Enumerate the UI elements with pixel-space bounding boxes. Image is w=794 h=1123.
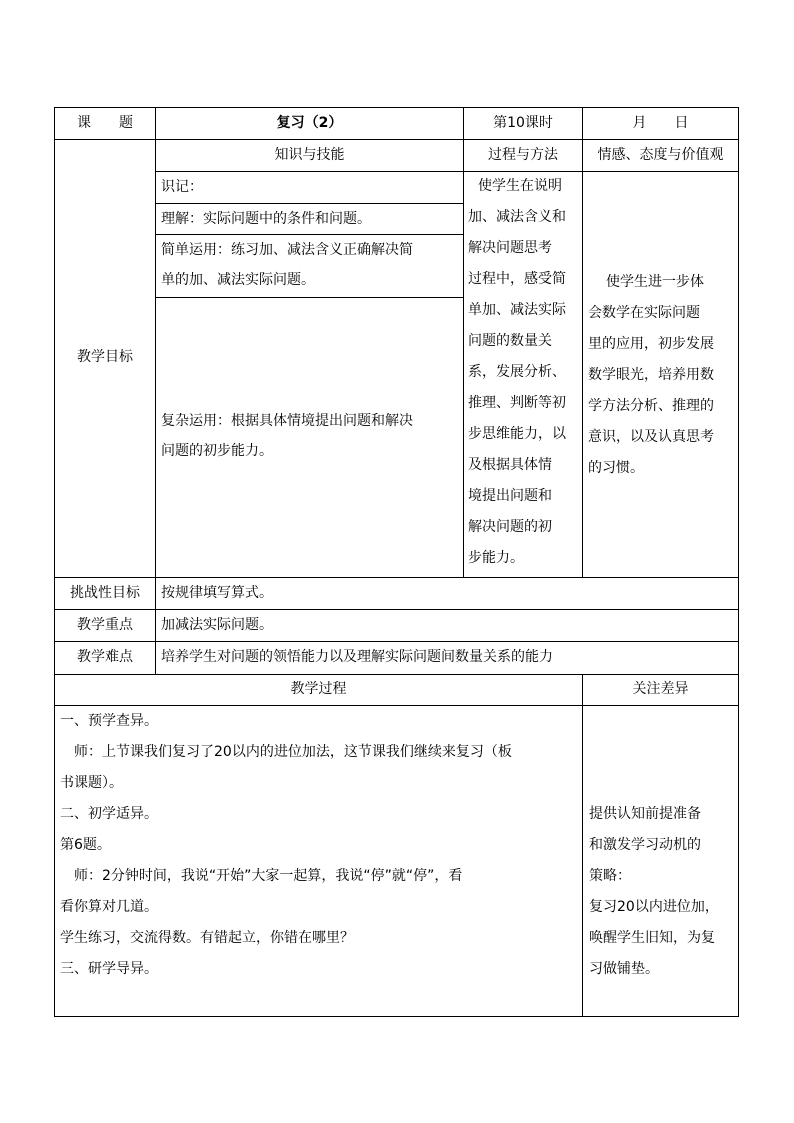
goal-simple-apply-line: 单的加、减法实际问题。 (161, 272, 315, 288)
goal-memory: 识记： (161, 179, 203, 195)
topic-label: 课 题 (77, 115, 133, 131)
difference-line: 复习20以内进位加， (589, 899, 719, 915)
goal-simple-apply-line: 简单运用：练习加、减法含义正确解决简 (161, 242, 413, 258)
process-line: 解决问题思考 (468, 240, 552, 256)
attitude-line: 会数学在实际问题 (588, 305, 700, 321)
challenge-text: 按规律填写算式。 (161, 585, 273, 601)
difference-line: 习做铺垫。 (589, 961, 659, 977)
process-line: 步能力。 (468, 550, 524, 566)
attitude-line: 数学眼光，培养用数 (588, 367, 714, 383)
process-body-line: 师：上节课我们复习了20以内的进位加法，这节课我们继续来复习（板 (60, 744, 512, 760)
key-point-text: 加减法实际问题。 (161, 617, 273, 633)
attitude-line: 使学生进一步体 (606, 274, 704, 290)
process-body-line: 师：2分钟时间，我说“开始”大家一起算，我说“停”就“停”，看 (60, 868, 463, 884)
challenge-label: 挑战性目标 (70, 585, 140, 601)
process-line: 及根据具体情 (468, 457, 552, 473)
difference-line: 提供认知前提准备 (589, 806, 701, 822)
key-point-label: 教学重点 (77, 617, 133, 633)
goal-understand: 理解：实际问题中的条件和问题。 (161, 211, 371, 227)
lesson-topic: 复习（2） (276, 115, 343, 131)
process-line: 问题的数量关 (468, 333, 552, 349)
process-line: 使学生在说明 (478, 178, 562, 194)
attitude-line: 的习惯。 (588, 460, 644, 476)
lesson-number: 第10课时 (493, 115, 553, 131)
process-line: 境提出问题和 (468, 488, 552, 504)
process-body-line: 二、初学适异。 (60, 806, 158, 822)
lesson-date: 月 日 (632, 115, 689, 131)
process-body-line: 一、预学查异。 (60, 713, 158, 729)
attitude-line: 意识，以及认真思考 (588, 429, 714, 445)
process-line: 步思维能力，以 (468, 426, 566, 442)
process-body-line: 书课题）。 (60, 775, 123, 791)
attitude-line: 学方法分析、推理的 (588, 398, 714, 414)
difference-line: 策略： (589, 868, 631, 884)
process-header: 教学过程 (290, 681, 347, 697)
process-line: 单加、减法实际 (468, 302, 566, 318)
process-body-line: 三、研学导异。 (60, 961, 158, 977)
difference-line: 和激发学习动机的 (589, 837, 701, 853)
process-body-line: 第6题。 (60, 837, 111, 853)
difficulty-text: 培养学生对问题的领悟能力以及理解实际问题间数量关系的能力 (161, 649, 553, 665)
process-line: 解决问题的初 (468, 519, 552, 535)
difference-line: 唤醒学生旧知，为复 (589, 930, 715, 946)
col-process-header: 过程与方法 (488, 147, 558, 163)
process-line: 推理、判断等初 (468, 395, 566, 411)
process-line: 加、减法含义和 (468, 209, 566, 225)
col-attitude-header: 情感、态度与价值观 (597, 147, 724, 163)
process-body-line: 学生练习，交流得数。有错起立，你错在哪里？ (60, 930, 354, 946)
difference-header: 关注差异 (632, 681, 689, 697)
difficulty-label: 教学难点 (77, 649, 133, 665)
goal-complex-apply-line: 问题的初步能力。 (161, 443, 273, 459)
process-body-line: 看你算对几道。 (60, 899, 158, 915)
goal-complex-apply-line: 复杂运用：根据具体情境提出问题和解决 (161, 413, 413, 429)
process-line: 过程中，感受简 (468, 271, 566, 287)
process-line: 系，发展分析、 (468, 364, 566, 380)
col-knowledge-header: 知识与技能 (274, 147, 345, 163)
goals-label: 教学目标 (77, 349, 133, 365)
attitude-line: 里的应用，初步发展 (588, 336, 714, 352)
